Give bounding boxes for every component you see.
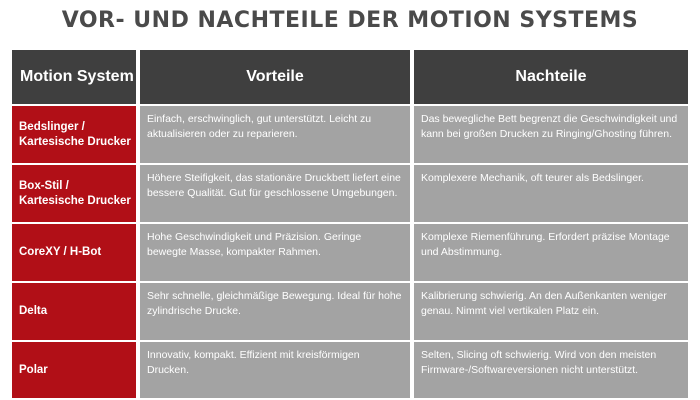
comparison-table [12, 50, 688, 396]
cell-nachteile-polar: Selten, Slicing oft schwierig. Wird von den meisten Firmware-/Softwareversionen nicht unterstützt. [414, 342, 688, 398]
row-head-polar: Polar [12, 342, 136, 398]
page-title: VOR- UND NACHTEILE DER MOTION SYSTEMS [61, 8, 639, 33]
cell-nachteile-bedslinger: Das bewegliche Bett begrenzt die Geschwindigkeit und kann bei großen Drucken zu Ringing/Ghosting führen. [414, 106, 688, 163]
row-head-corexy: CoreXY / H-Bot [12, 224, 136, 281]
cell-nachteile-corexy: Komplexe Riemenführung. Erfordert präzise Montage und Abstimmung. [414, 224, 688, 281]
cell-vorteile-corexy: Hohe Geschwindigkeit und Präzision. Geringe bewegte Masse, kompakter Rahmen. [140, 224, 410, 281]
header-vorteile: Vorteile [140, 50, 410, 104]
cell-vorteile-delta: Sehr schnelle, gleichmäßige Bewegung. Ideal für hohe zylindrische Drucke. [140, 283, 410, 340]
row-head-delta: Delta [12, 283, 136, 340]
cell-nachteile-delta: Kalibrierung schwierig. An den Außenkanten weniger genau. Nimmt viel vertikalen Platz ein. [414, 283, 688, 340]
row-head-box-stil: Box-Stil / Kartesische Drucker [12, 165, 136, 222]
cell-vorteile-polar: Innovativ, kompakt. Effizient mit kreisförmigen Drucken. [140, 342, 410, 398]
header-motion-system: Motion System [12, 50, 136, 104]
header-nachteile: Nachteile [414, 50, 688, 104]
cell-vorteile-box-stil: Höhere Steifigkeit, das stationäre Druckbett liefert eine bessere Qualität. Gut für geschlossene Umgebungen. [140, 165, 410, 222]
cell-vorteile-bedslinger: Einfach, erschwinglich, gut unterstützt. Leicht zu aktualisieren oder zu reparieren. [140, 106, 410, 163]
row-head-bedslinger: Bedslinger / Kartesische Drucker [12, 106, 136, 163]
cell-nachteile-box-stil: Komplexere Mechanik, oft teurer als Bedslinger. [414, 165, 688, 222]
